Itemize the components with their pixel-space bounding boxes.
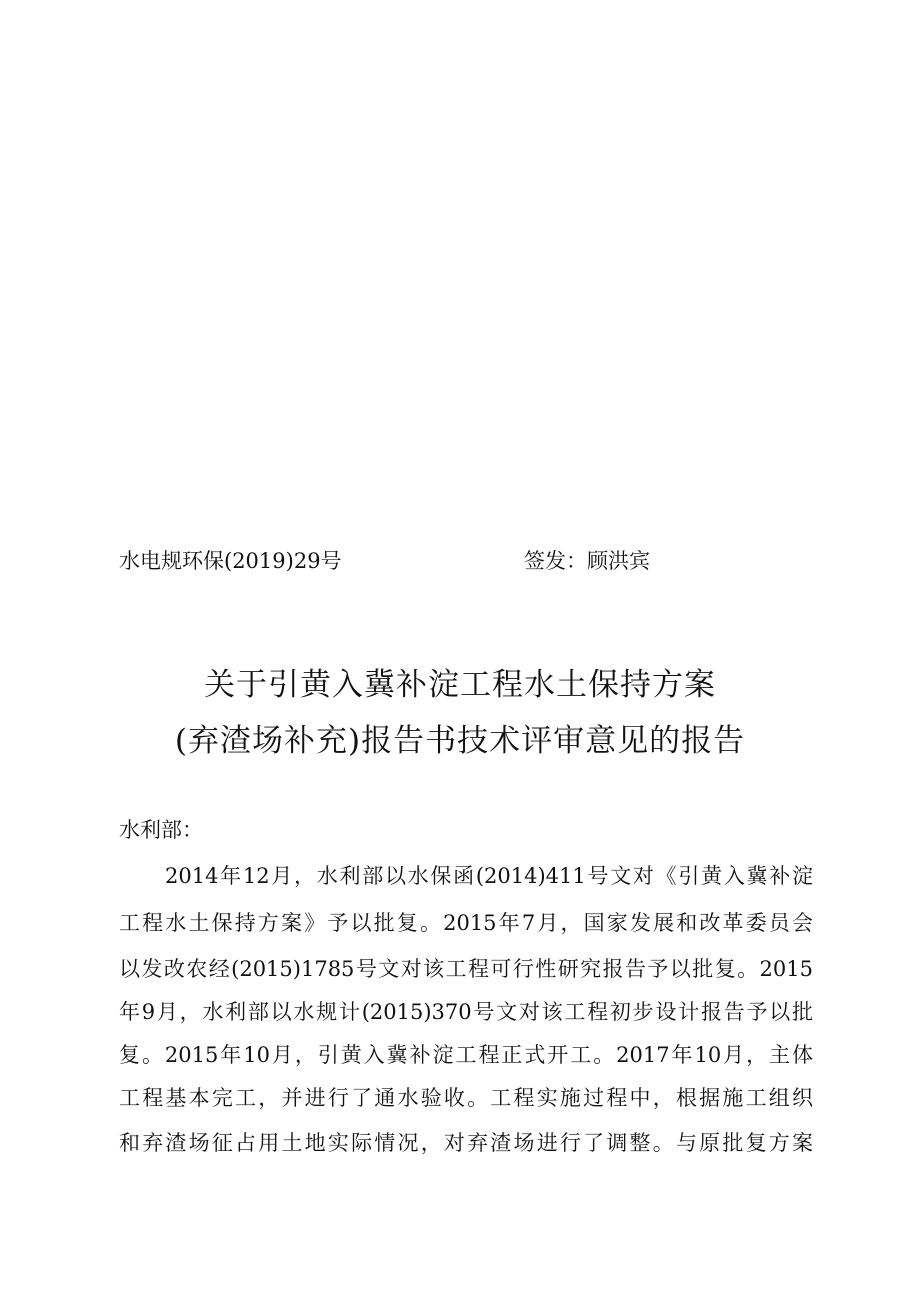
document-number: 水电规环保(2019)29号 [119,549,342,573]
document-title-line-1: 关于引黄入冀补淀工程水土保持方案 [204,667,716,703]
document-title-line-2: (弃渣场补充)报告书技术评审意见的报告 [174,723,746,759]
body-line-7: 和弃渣场征占用土地实际情况，对弃渣场进行了调整。与原批复方案 [119,1131,813,1155]
body-line-4: 年9月，水利部以水规计(2015)370号文对该工程初步设计报告予以批 [119,1000,813,1024]
body-line-6: 工程基本完工，并进行了通水验收。工程实施过程中，根据施工组织 [119,1086,813,1110]
signatory: 签发：顾洪宾 [524,549,650,573]
body-line-2: 工程水土保持方案》予以批复。2015年7月，国家发展和改革委员会 [119,911,813,935]
body-line-1: 2014年12月，水利部以水保函(2014)411号文对《引黄入冀补淀 [165,864,813,888]
salutation: 水利部： [119,818,203,842]
body-line-5: 复。2015年10月，引黄入冀补淀工程正式开工。2017年10月，主体 [119,1043,813,1067]
body-line-3: 以发改农经(2015)1785号文对该工程可行性研究报告予以批复。2015 [119,957,813,981]
